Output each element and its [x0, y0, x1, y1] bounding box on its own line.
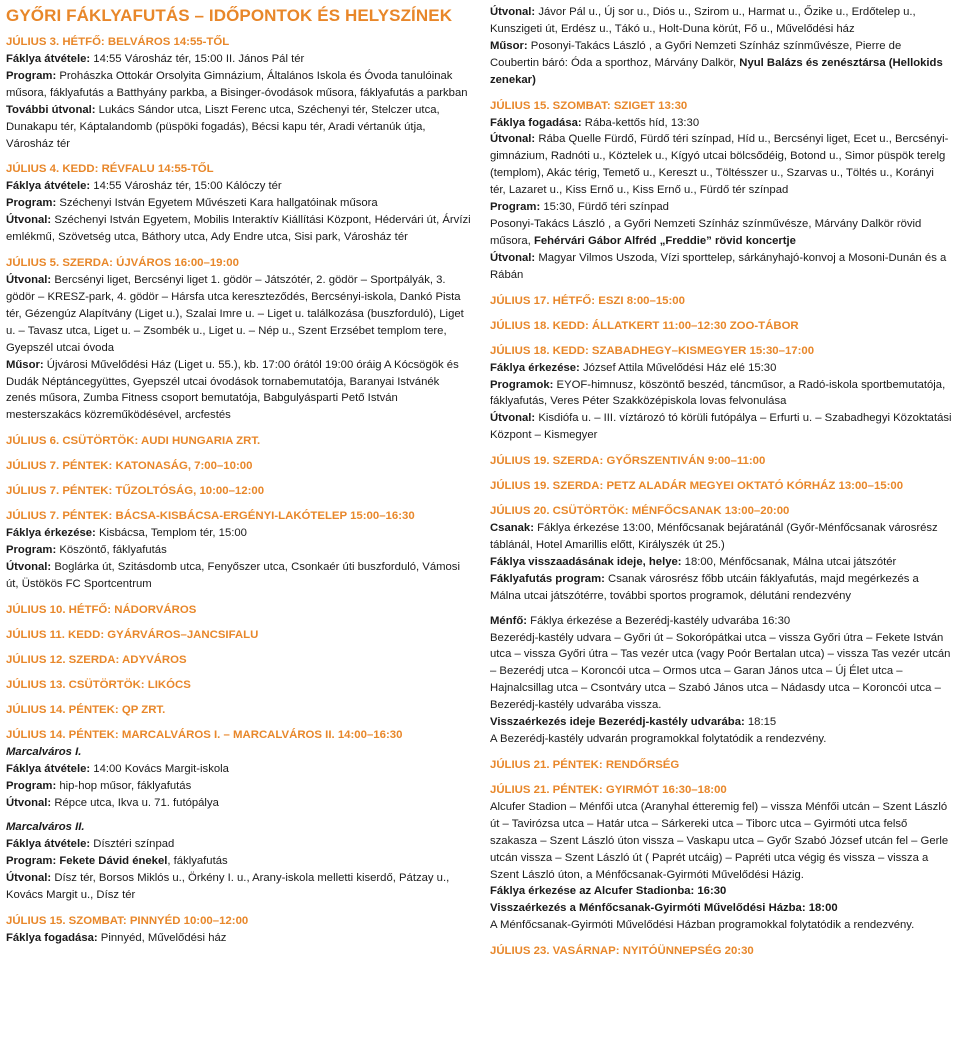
day-section-jul21-gyirmot [490, 782, 952, 934]
day-section-jul14-qp [6, 702, 472, 719]
day-section-jul4 [6, 161, 472, 246]
field-text: 15:30, Fürdő téri színpad [540, 201, 669, 214]
day-section-jul20 [490, 503, 952, 748]
field-text: Rába-kettős híd, 13:30 [581, 116, 700, 129]
day-heading: JÚLIUS 11. KEDD: GYÁRVÁROS–JANCSIFALU [6, 628, 259, 641]
field-text: Posonyi-Takács László , a Győri Nemzeti Színház színművésze, Pierre de Coubertin báró: Óda a sporthoz, Márvány Dalkör, [490, 39, 902, 69]
field-text: Magyar Vilmos Uszoda, Vízi sporttelep, sárkányhajó-konvoj a Mosoni-Dunán és a Rábán [490, 251, 947, 281]
field-label: Program: [6, 197, 57, 210]
day-heading: JÚLIUS 15. SZOMBAT: PINNYÉD 10:00–12:00 [6, 915, 249, 927]
field-text: 14:55 Városház tér, 15:00 II. János Pál tér [90, 53, 305, 65]
day-section-jul14-marcalvaros [6, 727, 472, 904]
field-label: Program: [6, 779, 57, 792]
field-label: Útvonal: [6, 274, 52, 287]
field-label: Fáklya átvétele: [6, 838, 91, 851]
field-label: Fáklya visszaadásának ideje, helye: [490, 555, 682, 568]
day-heading: JÚLIUS 3. HÉTFŐ: BELVÁROS 14:55-TŐL [6, 36, 230, 48]
day-heading: JÚLIUS 21. PÉNTEK: GYIRMÓT 16:30–18:00 [490, 783, 727, 796]
field-text: József Attila Művelődési Ház elé 15:30 [579, 361, 777, 374]
day-section-jul15-pinnyed [6, 913, 472, 947]
day-section-jul15-pinnyed-cont [490, 4, 952, 89]
field-text: Bercsényi liget, Bercsényi liget 1. gödör – Játszótér, 2. gödör – Sportpályák, 3. gödör – KRESZ-park, 4. gödör – Hársfa utca kereszteződés, Bercsényi-iskola, Dankó Pista tér, Gézengúz Alapítvány (Liget u.), Szalai Imre u. – Liget u. találkozása (buszforduló), Liget u. – Tavasz utca, Liget u. – Zsombék u., Liget u. – Nép u., Szent Erzsébet templom tere, Gyepszél utcai óvoda [6, 274, 464, 354]
field-text: Kisdiófa u. – III. víztározó tó körüli futópálya – Erfurti u. – Szabadhegyi Közoktatási Központ – Kismegyer [490, 412, 952, 442]
field-label: Fáklyafutás program: [490, 572, 605, 585]
day-section-jul11 [6, 627, 472, 644]
day-section-jul7-military [6, 458, 472, 475]
left-column [6, 0, 472, 956]
arrival-text: Fáklya érkezése az Alcufer Stadionba: 16:30 [490, 885, 727, 898]
field-label: Ménfő: [490, 614, 528, 627]
field-text: Posonyi-Takács László , a Győri Nemzeti Színház színművésze, Márvány Dalkör rövid műsora, [490, 217, 922, 247]
field-label: Fáklya fogadása: [490, 116, 582, 129]
day-heading: JÚLIUS 12. SZERDA: ADYVÁROS [6, 653, 187, 666]
page-title: GYŐRI FÁKLYAFUTÁS – IDŐPONTOK ÉS HELYSZÍNEK [6, 6, 453, 25]
day-section-jul7-fire [6, 483, 472, 500]
day-heading: JÚLIUS 7. PÉNTEK: TŰZOLTÓSÁG, 10:00–12:00 [6, 485, 265, 498]
return-text: Visszaérkezés a Ménfőcsanak-Gyirmóti Művelődési Házba: 18:00 [490, 902, 838, 915]
field-label: Program: [490, 201, 541, 214]
field-text: 18:00, Ménfőcsanak, Málna utcai játszótér [681, 555, 897, 568]
field-label: Program: [6, 69, 57, 82]
field-label: Programok: [490, 378, 554, 391]
field-label: Útvonal: [6, 872, 52, 885]
field-text: Csanak városrész főbb utcáin fáklyafutás, majd megérkezés a Málna utcai játszótérre, további sportos programok, délutáni rendezvény [490, 572, 919, 602]
day-section-jul23 [490, 943, 952, 960]
day-section-jul6 [6, 433, 472, 450]
field-text: 14:55 Városház tér, 15:00 Kálóczy tér [90, 180, 282, 193]
field-text: Prohászka Ottokár Orsolyita Gimnázium, Általános Iskola és Óvoda tanulóinak műsora, fáklyafutás a Batthyány parkba, a Bisinger-óvodások műsora, fáklyafutás a parkban [6, 69, 468, 99]
field-text: 14:00 Kovács Margit-iskola [90, 762, 229, 775]
day-heading: JÚLIUS 13. CSÜTÖRTÖK: LIKÓCS [6, 678, 191, 691]
day-heading: JÚLIUS 18. KEDD: ÁLLATKERT 11:00–12:30 ZOO-TÁBOR [490, 319, 799, 332]
field-text: , fáklyafutás [167, 855, 228, 868]
field-label: Fáklya átvétele: [6, 762, 91, 775]
field-label: Fáklya érkezése: [490, 361, 580, 374]
field-text: Köszöntő, fáklyafutás [56, 544, 167, 557]
right-column [490, 4, 952, 968]
field-label: Program: [6, 855, 57, 868]
day-section-jul13 [6, 677, 472, 694]
day-heading: JÚLIUS 21. PÉNTEK: RENDŐRSÉG [490, 758, 680, 771]
field-text: Széchenyi István Egyetem, Mobilis Interaktív Kiállítási Központ, Hédervári út, Árvízi emlékmű, Szövetség utca, Báthory utca, Ady Endre utca, Sisi park, Városház tér [6, 214, 471, 244]
field-label: Útvonal: [490, 251, 536, 264]
field-label: Csanak: [490, 522, 534, 535]
day-heading: JÚLIUS 15. SZOMBAT: SZIGET 13:30 [490, 99, 688, 112]
field-text-bold: Fekete Dávid énekel [56, 855, 168, 868]
day-heading: JÚLIUS 23. VASÁRNAP: NYITÓÜNNEPSÉG 20:30 [490, 945, 754, 958]
day-heading: JÚLIUS 17. HÉTFŐ: ESZI 8:00–15:00 [490, 294, 685, 307]
field-text: Dísztéri színpad [90, 838, 175, 851]
day-heading: JÚLIUS 10. HÉTFŐ: NÁDORVÁROS [6, 603, 197, 616]
field-label: Fáklya átvétele: [6, 180, 91, 193]
day-heading: JÚLIUS 6. CSÜTÖRTÖK: AUDI HUNGARIA ZRT. [6, 435, 261, 448]
day-section-jul19-hospital [490, 478, 952, 495]
field-label: Útvonal: [490, 6, 536, 18]
field-text: Széchenyi István Egyetem Művészeti Kara hallgatóinak műsora [56, 197, 378, 210]
day-heading: JÚLIUS 20. CSÜTÖRTÖK: MÉNFŐCSANAK 13:00–20:00 [490, 505, 790, 518]
field-label: További útvonal: [6, 103, 96, 116]
day-heading: JÚLIUS 7. PÉNTEK: KATONASÁG, 7:00–10:00 [6, 460, 253, 473]
day-section-jul19-gyorszentivan [490, 453, 952, 470]
field-label: Fáklya átvétele: [6, 53, 91, 65]
day-section-jul18-zoo [490, 318, 952, 335]
field-label: Útvonal: [6, 214, 52, 227]
subsection-heading: Marcalváros I. [6, 745, 82, 758]
day-section-jul18-szabadhegy [490, 343, 952, 445]
day-section-jul3 [6, 34, 472, 152]
day-heading: JÚLIUS 18. KEDD: SZABADHEGY–KISMEGYER 15:30–17:00 [490, 344, 815, 357]
field-text: Kisbácsa, Templom tér, 15:00 [95, 527, 247, 540]
field-text: Rába Quelle Fürdő, Fürdő téri színpad, Híd u., Bercsényi liget, Ecet u., Bercsényi-gimnázium, Radnóti u., Köztelek u., Kígyó utcai bölcsődéig, Botond u., Simor püspök terelg (templom), Akác térig, Temető u., Kereszt u., Töltésszer u., Szarvas u., Töltés u., Korányi tér, Lazaret u., Kiss Ernő u., Kiss Ernő u., Fürdő tér színpad [490, 133, 949, 197]
field-text: Fáklya érkezése a Bezerédj-kastély udvarába 16:30 [527, 614, 791, 627]
day-section-jul15-sziget [490, 98, 952, 284]
field-text: Pinnyéd, Művelődési ház [97, 932, 227, 944]
field-label: Visszaérkezés ideje Bezerédj-kastély udvarába: [490, 716, 745, 729]
field-label: Műsor: [6, 358, 44, 371]
day-heading: JÚLIUS 19. SZERDA: PETZ ALADÁR MEGYEI OKTATÓ KÓRHÁZ 13:00–15:00 [490, 480, 904, 493]
field-text: 18:15 [744, 716, 777, 729]
field-text-bold: Nyul Balázs és zenésztársa (Hellokids zenekar) [490, 56, 943, 86]
field-label: Program: [6, 544, 57, 557]
field-text: hip-hop műsor, fáklyafutás [56, 779, 192, 792]
subsection-heading: Marcalváros II. [6, 821, 85, 834]
field-text-bold: Fehérvári Gábor Alfréd „Freddie” rövid koncertje [533, 234, 796, 247]
field-label: Útvonal: [490, 412, 536, 425]
field-label: Műsor: [490, 39, 528, 52]
day-section-jul17 [490, 293, 952, 310]
day-section-jul21-police [490, 757, 952, 774]
field-label: Fáklya érkezése: [6, 527, 96, 540]
field-text: Boglárka út, Szitásdomb utca, Fenyőszer utca, Csonkaér úti buszforduló, Vámosi út, Üstökös FC Sportcentrum [6, 561, 460, 590]
field-text: Fáklya érkezése 13:00, Ménfőcsanak bejáratánál (Győr-Ménfőcsanak városrész táblánál, Hotel Amarillis előtt, Királyszék út 25.) [490, 522, 938, 552]
field-text: Répce utca, Ikva u. 71. futópálya [51, 796, 219, 809]
route-text: Bezerédj-kastély udvara – Győri út – Sokorópátkai utca – vissza Győri útra – Fekete István utca – vissza Győri útra – Tas vezér utca (vagy Poór Bertalan utca) – vissza Tas vezér utcán – Bezerédj utca – Koroncói utca – Ormos utca – Garan János utca – Új Élet utca – Hajnalcsillag utca – Csontváry utca – Szabó János utca – Nádasdy utca – Koroncói utca – Bezerédj-kastély udvarába vissza. [490, 631, 951, 712]
day-heading: JÚLIUS 14. PÉNTEK: QP ZRT. [6, 703, 166, 716]
field-text: Újvárosi Művelődési Ház (Liget u. 55.), kb. 17:00 órától 19:00 óráig A Kócsögök és Dudák Néptáncegyüttes, Gyepszél utcai óvodások tornabemutatója, Baranyai Istvánék zenés műsora, Zumba Fitness csoport bemutatója, Babgulyásparti Pető István mesterszakács közreműködésével, arcfestés [6, 358, 459, 422]
field-label: Útvonal: [6, 561, 52, 574]
field-text: Dísz tér, Borsos Miklós u., Örkény I. u., Arany-iskola melletti kiserdő, Pátzay u., Kovács Margit u., Dísz tér [6, 872, 450, 902]
day-section-jul5 [6, 255, 472, 424]
day-section-jul12 [6, 652, 472, 669]
field-text: Lukács Sándor utca, Liszt Ferenc utca, Széchenyi tér, Stelczer utca, Dunakapu tér, Káptalandomb (püspöki fogadás), Bécsi kapu tér, Aradi vértanúk útja, Városház tér [6, 103, 440, 150]
day-heading: JÚLIUS 7. PÉNTEK: BÁCSA-KISBÁCSA-ERGÉNYI-LAKÓTELEP 15:00–16:30 [6, 510, 415, 523]
day-heading: JÚLIUS 4. KEDD: RÉVFALU 14:55-TŐL [6, 163, 214, 176]
field-text: EYOF-himnusz, köszöntő beszéd, táncműsor, a Radó-iskola sportbemutatója, fáklyafutás, Veres Péter Szakközépiskola lovas felvonulása [490, 378, 946, 408]
day-heading: JÚLIUS 5. SZERDA: ÚJVÁROS 16:00–19:00 [6, 257, 239, 270]
closing-text: A Ménfőcsanak-Gyirmóti Művelődési Házban programokkal folytatódik a rendezvény. [490, 919, 915, 932]
field-label: Fáklya fogadása: [6, 932, 98, 944]
day-heading: JÚLIUS 14. PÉNTEK: MARCALVÁROS I. – MARCALVÁROS II. 14:00–16:30 [6, 728, 403, 741]
closing-text: A Bezerédj-kastély udvarán programokkal folytatódik a rendezvény. [490, 733, 827, 745]
field-label: Útvonal: [6, 796, 52, 809]
day-section-jul10 [6, 602, 472, 619]
day-section-jul7-bacsa [6, 508, 472, 593]
day-heading: JÚLIUS 19. SZERDA: GYŐRSZENTIVÁN 9:00–11:00 [490, 455, 766, 468]
route-text: Alcufer Stadion – Ménfői utca (Aranyhal étteremig fel) – vissza Ménfői utcán – Szent László út – Tavirózsa utca – Határ utca – Sárkereki utca – Tiborc utca – Gyirmóti utca felső szakasza – Szent László úton vissza – Vaskapu utca – Győr Szabó József utcán fel – Gerle utcán vissza – Szent László út ( Paprét utcáig) – Papréti utca végig és vissza – vissza a Szent László úton, a Ménfőcsanak-Gyirmóti Művelődési Házig. [490, 800, 949, 881]
field-text: Jávor Pál u., Új sor u., Diós u., Szirom u., Harmat u., Őzike u., Erdőtelep u., Kunszigeti út, Erdész u., Tákó u., Holt-Duna körút, Fő u., Művelődési ház [490, 6, 916, 35]
field-label: Útvonal: [490, 133, 536, 146]
